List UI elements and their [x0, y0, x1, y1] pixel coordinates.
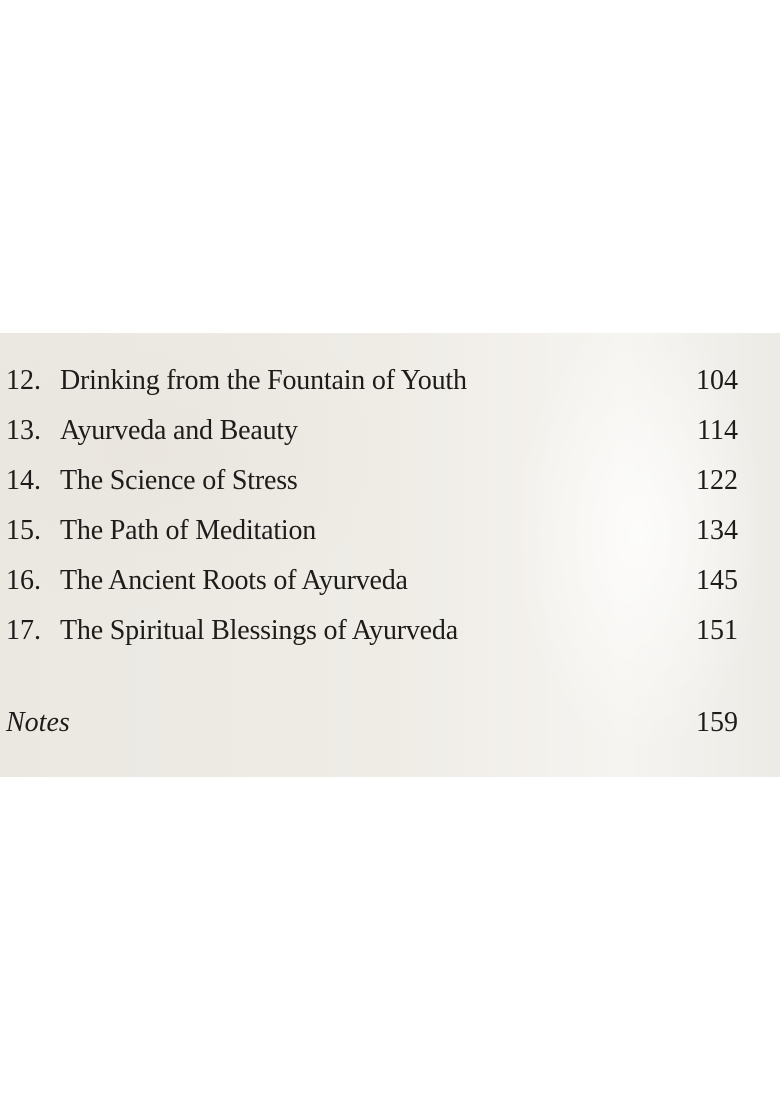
- chapter-number: 16.: [6, 565, 41, 596]
- page-number: 122: [696, 465, 738, 496]
- page-number: 159: [696, 707, 738, 738]
- toc-entry: [0, 456, 780, 506]
- chapter-title: Ayurveda and Beauty: [60, 415, 298, 446]
- page-number: 151: [696, 615, 738, 646]
- page-number: 104: [696, 365, 738, 396]
- chapter-number: 13.: [6, 415, 41, 446]
- chapter-title: The Ancient Roots of Ayurveda: [60, 565, 408, 596]
- chapter-title: The Path of Meditation: [60, 515, 317, 546]
- toc-entry: [0, 356, 780, 406]
- chapter-title: The Science of Stress: [60, 465, 298, 496]
- page-number: 134: [696, 515, 738, 546]
- chapter-title: The Spiritual Blessings of Ayurveda: [60, 615, 458, 646]
- toc-entry: [0, 606, 780, 656]
- chapter-number: 15.: [6, 515, 41, 546]
- toc-page: [0, 333, 780, 777]
- page-number: 114: [697, 415, 738, 446]
- toc-entry: [0, 406, 780, 456]
- chapter-number: 14.: [6, 465, 41, 496]
- toc-entry: [0, 506, 780, 556]
- chapter-number: 12.: [6, 365, 41, 396]
- notes-title: Notes: [6, 707, 70, 738]
- chapter-title: Drinking from the Fountain of Youth: [60, 365, 467, 396]
- page-number: 145: [696, 565, 738, 596]
- toc-notes-entry: [0, 698, 780, 748]
- toc-entry: [0, 556, 780, 606]
- chapter-number: 17.: [6, 615, 41, 646]
